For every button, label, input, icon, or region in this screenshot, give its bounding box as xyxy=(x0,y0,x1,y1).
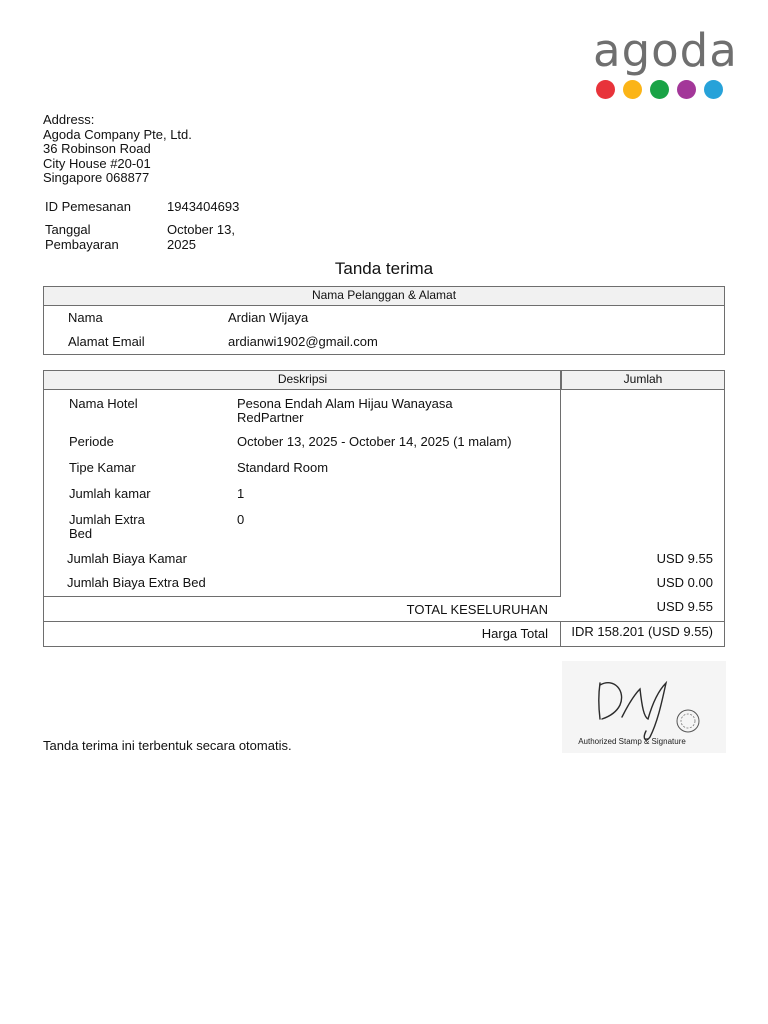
grand-total-value: USD 9.55 xyxy=(656,599,713,614)
brand-logo-text: agoda xyxy=(593,24,738,77)
address-line: Agoda Company Pte, Ltd. xyxy=(43,126,192,142)
extra-bed-label-line: Jumlah Extra xyxy=(69,512,145,527)
period-label: Periode xyxy=(69,434,114,449)
room-cost-label: Jumlah Biaya Kamar xyxy=(67,551,187,566)
brand-dot-green xyxy=(650,80,669,99)
customer-name-value: Ardian Wijaya xyxy=(228,310,309,325)
extra-bed-label xyxy=(69,513,145,541)
payment-date-label: Tanggal Pembayaran xyxy=(45,222,119,252)
customer-section xyxy=(43,286,725,355)
total-price-label: Harga Total xyxy=(481,626,548,641)
room-type-label: Tipe Kamar xyxy=(69,460,136,475)
company-address xyxy=(43,113,192,186)
price-divider xyxy=(44,621,724,622)
customer-header: Nama Pelanggan & Alamat xyxy=(44,287,724,306)
hotel-name-label: Nama Hotel xyxy=(69,396,138,411)
period-value: October 13, 2025 - October 14, 2025 (1 malam) xyxy=(237,434,512,449)
grand-total-label: TOTAL KESELURUHAN xyxy=(406,602,548,617)
address-line: 36 Robinson Road xyxy=(43,141,151,156)
extra-bed-cost-value: USD 0.00 xyxy=(656,575,713,590)
booking-meta xyxy=(45,199,241,252)
payment-date-line: 2025 xyxy=(167,237,196,252)
hotel-name-line: Pesona Endah Alam Hijau Wanayasa xyxy=(237,396,453,411)
payment-date-value xyxy=(167,222,241,252)
total-divider xyxy=(44,596,561,597)
booking-id-value: 1943404693 xyxy=(167,199,240,214)
extra-bed-cost-label: Jumlah Biaya Extra Bed xyxy=(67,575,206,590)
room-cost-value: USD 9.55 xyxy=(656,551,713,566)
details-section xyxy=(43,370,725,647)
address-line: Singapore 068877 xyxy=(43,170,150,185)
hotel-name-value xyxy=(237,397,453,425)
hotel-name-line: RedPartner xyxy=(237,410,304,425)
address-line: City House #20-01 xyxy=(43,155,151,171)
amount-header: Jumlah xyxy=(561,371,724,390)
payment-date-line: October 13, xyxy=(167,222,235,237)
customer-email-label: Alamat Email xyxy=(68,334,145,349)
address-label: Address: xyxy=(43,112,95,127)
room-count-label: Jumlah kamar xyxy=(69,486,151,501)
room-type-value: Standard Room xyxy=(237,460,329,475)
room-count-value: 1 xyxy=(237,486,245,501)
extra-bed-label-line: Bed xyxy=(69,526,93,541)
signature-caption: Authorized Stamp & Signature xyxy=(578,737,686,746)
description-header: Deskripsi xyxy=(44,371,561,390)
customer-name-label: Nama xyxy=(68,310,103,325)
authorized-signature xyxy=(562,661,726,753)
brand-dot-blue xyxy=(704,80,723,99)
brand-dot-purple xyxy=(677,80,696,99)
receipt-title: Tanda terima xyxy=(334,259,434,278)
brand-dot-yellow xyxy=(623,80,642,99)
total-price-value: IDR 158.201 (USD 9.55) xyxy=(571,624,713,639)
auto-generated-note: Tanda terima ini terbentuk secara otomatis. xyxy=(43,738,292,753)
brand-dot-red xyxy=(596,80,615,99)
extra-bed-value: 0 xyxy=(237,512,245,527)
booking-id-label: ID Pemesanan xyxy=(45,199,131,214)
customer-email-value: ardianwi1902@gmail.com xyxy=(228,334,378,349)
